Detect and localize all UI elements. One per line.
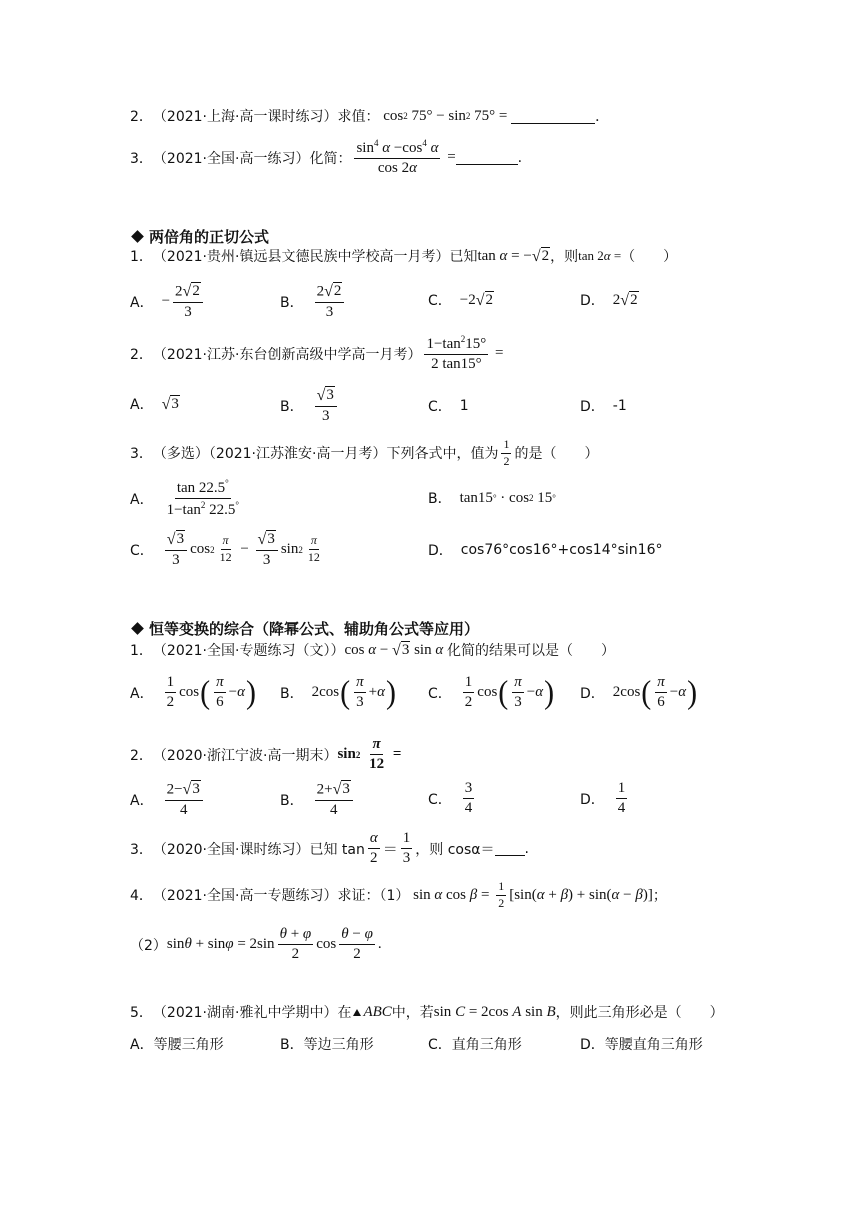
question-s3-5: 5． （2021·湖南·雅礼中学期中） 在 ABC 中，若 sin C = 2cos A sin B ，则此三角形必是（ ） [130, 1003, 724, 1021]
question-s1-3: 3． （2021·全国·高一练习） 化简： $\frac{\sin^4 \alpha -\cos^4 \alpha}{\cos 2\alpha}$ = . [130, 138, 523, 177]
section-heading: 两倍角的正切公式 [130, 226, 269, 247]
option-d[interactable]: D． -1 [580, 398, 627, 415]
option-d[interactable]: D． 2 √ 2 [580, 291, 638, 309]
question-s3-2: 2． （2020·浙江宁波·高一期末） sin 2 $\frac{\pi}{12}$ = [130, 736, 402, 773]
formula: $\frac{\sin^4 \alpha -\cos^4 \alpha}{\cos 2\alpha}$ = [356, 138, 456, 177]
question-s2-1: 1． （2021·贵州·镇远县文德民族中学校高一月考） 已知 tan α = − √ 2 ，则 tan 2 α = （ ） [130, 247, 678, 265]
formula: tan 2 α = [578, 248, 622, 263]
formula: sin C = 2cos A sin B [433, 1003, 556, 1020]
option-d[interactable]: D． 2cos ( $\frac{\pi}{6}$ − α ) [580, 674, 698, 711]
answer-blank [511, 109, 595, 124]
diamond-icon [131, 230, 144, 243]
formula: $\frac{1-\tan^215^\circ}{2 \tan 15^\circ}$ = [426, 334, 504, 373]
option-d[interactable]: D． 等腰直角三角形 [580, 1037, 703, 1053]
question-s3-4-part2: （2） sin θ + sin φ = 2sin $\frac{\theta + \varphi}{2}$ cos $\frac{\theta - \varphi}{2}$ . [130, 926, 382, 963]
question-s2-3: 3． （多选）（2021·江苏淮安·高一月考） 下列各式中，值为 $\frac{1}{2}$ 的是（ ） [130, 437, 599, 468]
answer-blank [495, 841, 525, 856]
option-c[interactable]: C． 1 [428, 398, 469, 415]
option-b[interactable]: B． 2 √ 2 3 [280, 282, 347, 321]
diamond-icon [131, 622, 144, 635]
option-b[interactable]: B． tan15 ° · cos 2 15 ° [428, 489, 556, 507]
formula: tan α = − √ 2 [477, 247, 550, 265]
formula: sin 2 $\frac{\pi}{12}$ = [337, 736, 402, 773]
question-s3-4: 4． （2021·全国·高一专题练习） 求证：（1） sin α cos β = $\frac{1}{2}$ [sin( α + β ) + sin( α − β )] ； [130, 879, 667, 910]
option-b[interactable]: B． √ 3 3 [280, 386, 340, 425]
formula: cos 2 75° − sin 2 75° = [379, 107, 512, 124]
option-a[interactable]: A． $\frac{\tan 22.5^\circ}{1-\tan^2 22.5^\circ}$ [130, 478, 239, 519]
section-heading: 恒等变换的综合（降幂公式、辅助角公式等应用） [130, 618, 479, 639]
formula: cos α − √ 3 sin α [344, 641, 444, 659]
question-s3-3: 3． （2020·全国·课时练习） 已知 tan $\frac{\alpha}{2}$ ＝ $\frac{1}{3}$ ，则 cosα＝ . [130, 830, 529, 867]
formula: $\frac{\alpha}{2}$ ＝ $\frac{1}{3}$ [369, 830, 411, 867]
option-a[interactable]: A． 等腰三角形 [130, 1037, 224, 1053]
formula: $\frac{1}{2}$ [503, 437, 510, 468]
question-s2-2: 2． （2021·江苏·东台创新高级中学高一月考） $\frac{1-\tan^215^\circ}{2 \tan 15^\circ}$ = [130, 334, 504, 373]
formula: sin θ + sin φ = 2sin $\frac{\theta + \varphi}{2}$ cos $\frac{\theta - \varphi}{2}$ . [166, 926, 382, 963]
option-c[interactable]: C． $\frac{1}{2}$ cos ( $\frac{\pi}{3}$ − α ) [428, 674, 555, 711]
option-b[interactable]: B． 2cos ( $\frac{\pi}{3}$ + α ) [280, 674, 396, 711]
option-b[interactable]: B． 等边三角形 [280, 1037, 374, 1053]
formula: ABC [351, 1004, 391, 1021]
formula: sin α cos β = $\frac{1}{2}$ [sin( α + β ) + sin( α − β )] [409, 879, 653, 910]
option-a[interactable]: A． − 2 √ 2 3 [130, 282, 206, 321]
option-d[interactable]: D． $\frac{1}{4}$ [580, 780, 626, 817]
question-s1-2: 2． （2021·上海·高一课时练习） 求值： cos 2 75° − sin 2 75° = ． [130, 107, 610, 125]
option-a[interactable]: A． $\frac{1}{2}$ cos ( $\frac{\pi}{6}$ − α ) [130, 674, 256, 711]
answer-blank [456, 150, 518, 165]
option-c[interactable]: C． √ 3 3 cos 2 $\frac{\pi}{12}$ − √ 3 3 sin 2 $\frac{\pi}{12}$ [130, 530, 320, 568]
option-d[interactable]: D． cos76°cos16°+cos14°sin16° [428, 542, 663, 559]
triangle-icon [353, 1009, 361, 1016]
option-c[interactable]: C． $\frac{3}{4}$ [428, 780, 473, 817]
option-c[interactable]: C． −2 √ 2 [428, 291, 494, 309]
option-a[interactable]: A． 2− √ 3 4 [130, 780, 206, 819]
option-b[interactable]: B． 2+ √ 3 4 [280, 780, 356, 819]
option-a[interactable]: A． √ 3 [130, 395, 179, 413]
question-s3-1: 1． （2021·全国·专题练习（文）） cos α − √ 3 sin α 化简的结果可以是（ ） [130, 641, 615, 659]
option-c[interactable]: C． 直角三角形 [428, 1037, 522, 1053]
